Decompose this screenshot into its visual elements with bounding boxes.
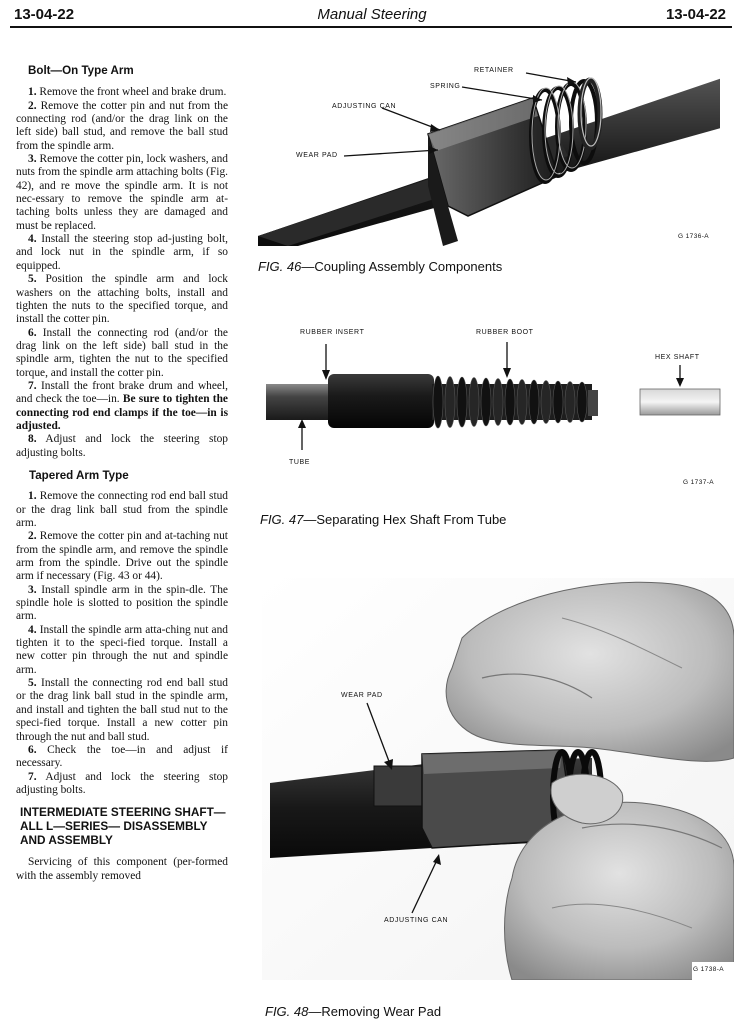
step-paragraph [16,584,228,624]
step-paragraph [16,530,228,583]
figure-48-number: FIG. 48 [265,1004,309,1019]
boot-ridge [541,381,551,424]
step-paragraph [16,153,228,233]
step-text: Remove the cotter pin, lock washers, and nuts from the spindle arm attaching bolts (Fig. 42), and re move the spindle arm. It is not nec-essary to remove the spindle arm at-taching bolts unless they are damaged and must be replaced. [16,153,228,232]
step-paragraph [16,771,228,798]
boot-ridge [577,382,587,422]
boot-ridge [553,381,563,423]
boot-ridge [565,382,575,423]
step-paragraph [16,233,228,273]
step-text: Adjust and lock the steering stop adjusting bolts. [16,433,229,459]
step-number: 2. [28,99,37,112]
removing-wear-pad-illustration [262,578,734,980]
section-heading-intermediate: INTERMEDIATE STEERING SHAFT—ALL L—SERIES— DISASSEMBLY AND ASSEMBLY [20,805,226,848]
label-rubber-boot: RUBBER BOOT [476,329,534,336]
step-number: 7. [28,379,37,392]
step-text: Install the spindle arm atta-ching nut and tighten it to the speci-fied torque. Install a new cotter pin through the nut and spindle arm. [16,623,228,676]
label-retainer: RETAINER [474,67,514,74]
section-heading-tapered: Tapered Arm Type [29,468,129,482]
step-bold-note: Be sure to tighten the connecting rod end clamps if the toe—in is adjusted. [16,393,228,432]
bolt-on-steps [16,86,228,460]
step-number: 3. [28,583,37,596]
step-paragraph [16,433,228,460]
hex-shaft-tube-illustration [262,322,722,472]
boot-ridge [493,379,503,426]
coupling-assembly-illustration [258,56,720,246]
figure-46-caption-text: —Coupling Assembly Components [301,259,503,274]
step-text: Remove the cotter pin and nut from the connecting rod (and/or the drag link on the left side) ball stud, and remove the ball stud from the spindle arm. [16,99,228,152]
page-number-left: 13-04-22 [14,6,75,23]
step-paragraph [16,273,228,326]
figure-48-caption-text: —Removing Wear Pad [308,1004,442,1019]
step-paragraph [16,744,228,771]
step-number: 4. [28,623,37,636]
figure-48-code: G 1738-A [693,966,725,973]
figure-47-code: G 1737-A [683,479,715,486]
step-number: 1. [28,86,37,99]
step-text: Install the connecting rod end ball stud or the drag link ball stud in the spindle arm, and install and tighten the ball stud nut to the speci-fied torque. Install a new cotter pin through the nut and ball stud. [16,677,228,743]
step-paragraph [16,86,228,99]
step-number: 1. [28,490,37,503]
figure-47-caption-text: —Separating Hex Shaft From Tube [303,512,507,527]
step-paragraph [16,624,228,677]
step-number: 4. [28,233,37,246]
label-tube: TUBE [289,459,311,466]
step-number: 7. [28,770,37,783]
left-text-column [16,64,228,883]
step-number: 6. [28,743,37,756]
step-number: 5. [28,273,37,286]
step-text: Remove the front wheel and brake drum. [39,86,227,99]
boot-ridge [445,377,455,428]
header-rule [10,26,732,28]
page-number-right: 13-04-22 [665,6,726,23]
step-text: Install the front brake drum and wheel, and check the toe—in. [16,379,228,406]
step-paragraph [16,100,228,153]
figure-48-caption [265,1004,441,1019]
step-number: 2. [28,530,37,543]
step-text: Remove the cotter pin and at-taching nut from the spindle arm, and remove the spindle arm from the spindle. Drive out the spindle arm if necessary (Fig. 43 or 44). [16,530,228,583]
boot-ridge [433,376,443,428]
step-number: 5. [28,677,37,690]
step-text: Install spindle arm in the spin-dle. The spindle hole is slotted to position the spindle arm. [16,583,228,623]
step-text: Remove the connecting rod end ball stud or the drag link ball stud from the spindle arm. [16,490,228,529]
step-number: 6. [28,326,37,339]
boot-ridge [469,378,479,427]
label-rubber-insert: RUBBER INSERT [300,329,365,336]
figure-46-code: G 1736-A [678,233,710,240]
boot-ridge [517,380,527,425]
step-text: Install the connecting rod (and/or the drag link on the left side) ball stud in the spindle arm, tighten the nut to the specified torque, and install the cotter pin. [16,326,228,379]
label-wear-pad-46: WEAR PAD [296,152,338,159]
step-paragraph [16,380,228,433]
step-text: Adjust and lock the steering stop adjusting bolts. [16,770,229,796]
figure-46-photo [258,56,720,246]
intermediate-intro-paragraph: Servicing of this component (per-formed with the assembly removed [16,856,228,882]
boot-end [588,390,598,416]
boot-ridge [529,380,539,424]
figure-47-caption [260,512,506,527]
step-text: Position the spindle arm and lock washers on the attaching bolts, install and tighten the nuts to the specified torque, and install the cotter pin. [16,273,228,326]
boot-ridge [481,378,491,426]
step-text: Check the toe—in and adjust if necessary. [16,743,228,770]
figure-46-number: FIG. 46 [258,259,302,274]
label-spring: SPRING [430,83,461,90]
figure-47-photo [262,322,722,472]
section-heading-bolt-on: Bolt—On Type Arm [28,64,134,77]
step-paragraph [16,490,228,530]
step-paragraph [16,327,228,380]
label-adjusting-can-48: ADJUSTING CAN [384,917,449,924]
tapered-steps [16,490,228,797]
page-title: Manual Steering [317,6,427,23]
label-wear-pad-48: WEAR PAD [341,692,383,699]
step-text: Install the steering stop ad-justing bolt, and lock nut in the spindle arm, if so equipped. [16,233,228,272]
step-number: 3. [28,153,37,166]
figure-48-photo [262,578,734,980]
step-paragraph [16,677,228,744]
step-number: 8. [28,433,37,446]
label-hex-shaft: HEX SHAFT [655,354,700,361]
figure-47-number: FIG. 47 [260,512,304,527]
figure-46-caption [258,259,502,274]
label-adjusting-can-46: ADJUSTING CAN [332,103,397,110]
boot-ridge [457,377,467,427]
boot-ridge [505,379,515,425]
